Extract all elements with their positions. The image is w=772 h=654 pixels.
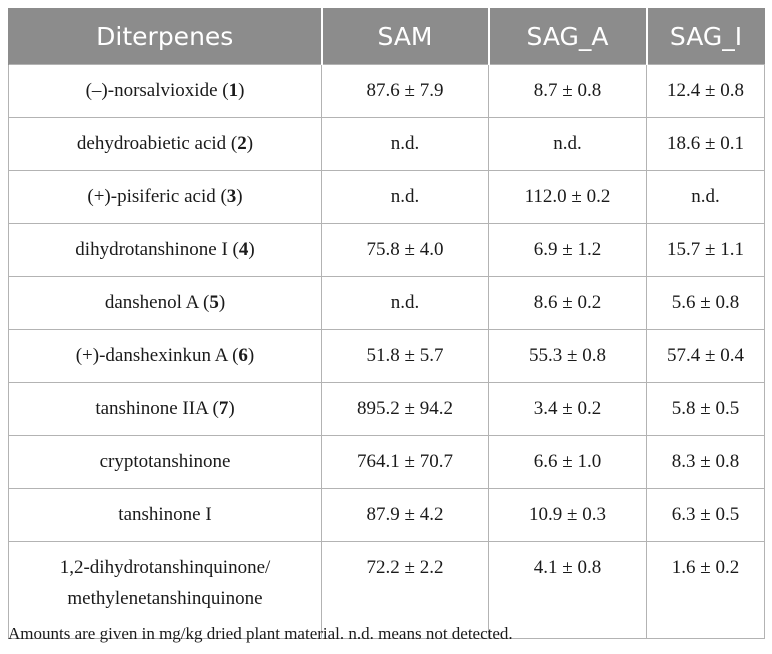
compound-name: cryptotanshinone (9, 436, 322, 489)
sag-i-value: 8.3 ± 0.8 (647, 436, 765, 489)
sam-value: 895.2 ± 94.2 (322, 383, 489, 436)
compound-name: (–)-norsalvioxide (1) (9, 65, 322, 118)
compound-name-line1: 1,2-dihydrotanshinquinone/ (59, 557, 271, 578)
compound-number: 7 (218, 398, 229, 419)
sag-i-value: 1.6 ± 0.2 (647, 542, 765, 639)
sag-a-value: 6.6 ± 1.0 (489, 436, 647, 489)
sag-a-value: 6.9 ± 1.2 (489, 224, 647, 277)
sag-i-value: 12.4 ± 0.8 (647, 65, 765, 118)
header-sag-a: SAG_A (489, 8, 647, 65)
sag-i-value: 5.8 ± 0.5 (647, 383, 765, 436)
compound-number: 2 (237, 133, 247, 154)
compound-name: tanshinone IIA (7) (9, 383, 322, 436)
sam-value: n.d. (322, 277, 489, 330)
compound-name: dehydroabietic acid (2) (9, 118, 322, 171)
compound-name: tanshinone I (9, 489, 322, 542)
sag-i-value: n.d. (647, 171, 765, 224)
sag-a-value: n.d. (489, 118, 647, 171)
table-row (9, 224, 765, 277)
diterpenes-table-container (8, 8, 764, 639)
table-row (9, 277, 765, 330)
table-row (9, 436, 765, 489)
compound-number: 4 (238, 239, 249, 260)
sam-value: 764.1 ± 70.7 (322, 436, 489, 489)
table-row (9, 171, 765, 224)
compound-name: (+)-danshexinkun A (6) (9, 330, 322, 383)
compound-number: 3 (226, 186, 237, 207)
sag-a-value: 8.7 ± 0.8 (489, 65, 647, 118)
compound-name: dihydrotanshinone I (4) (9, 224, 322, 277)
sag-i-value: 18.6 ± 0.1 (647, 118, 765, 171)
table-header-row (9, 8, 765, 65)
sag-a-value: 3.4 ± 0.2 (489, 383, 647, 436)
sam-value: 72.2 ± 2.2 (322, 542, 489, 639)
table-row (9, 489, 765, 542)
sam-value: n.d. (322, 171, 489, 224)
compound-name: (+)-pisiferic acid (3) (9, 171, 322, 224)
sam-value: 87.6 ± 7.9 (322, 65, 489, 118)
compound-number: 1 (228, 80, 239, 101)
sam-value: 87.9 ± 4.2 (322, 489, 489, 542)
compound-number: 6 (238, 345, 248, 366)
sag-i-value: 57.4 ± 0.4 (647, 330, 765, 383)
compound-name-line2: methylenetanshinquinone (67, 588, 263, 609)
sam-value: 51.8 ± 5.7 (322, 330, 489, 383)
table-row (9, 65, 765, 118)
sag-a-value: 10.9 ± 0.3 (489, 489, 647, 542)
table-row (9, 330, 765, 383)
header-sam: SAM (322, 8, 489, 65)
header-sag-i: SAG_I (647, 8, 765, 65)
sag-i-value: 15.7 ± 1.1 (647, 224, 765, 277)
sag-a-value: 112.0 ± 0.2 (489, 171, 647, 224)
sag-a-value: 8.6 ± 0.2 (489, 277, 647, 330)
table-row (9, 118, 765, 171)
sag-i-value: 6.3 ± 0.5 (647, 489, 765, 542)
sag-a-value: 55.3 ± 0.8 (489, 330, 647, 383)
header-diterpenes: Diterpenes (9, 8, 322, 65)
table-footnote: Amounts are given in mg/kg dried plant material. n.d. means not detected. (8, 624, 513, 643)
compound-number: 5 (209, 292, 219, 313)
compound-name: danshenol A (5) (9, 277, 322, 330)
sag-i-value: 5.6 ± 0.8 (647, 277, 765, 330)
sam-value: 75.8 ± 4.0 (322, 224, 489, 277)
table-row (9, 383, 765, 436)
sam-value: n.d. (322, 118, 489, 171)
sag-a-value: 4.1 ± 0.8 (489, 542, 647, 639)
diterpenes-table (8, 8, 765, 639)
